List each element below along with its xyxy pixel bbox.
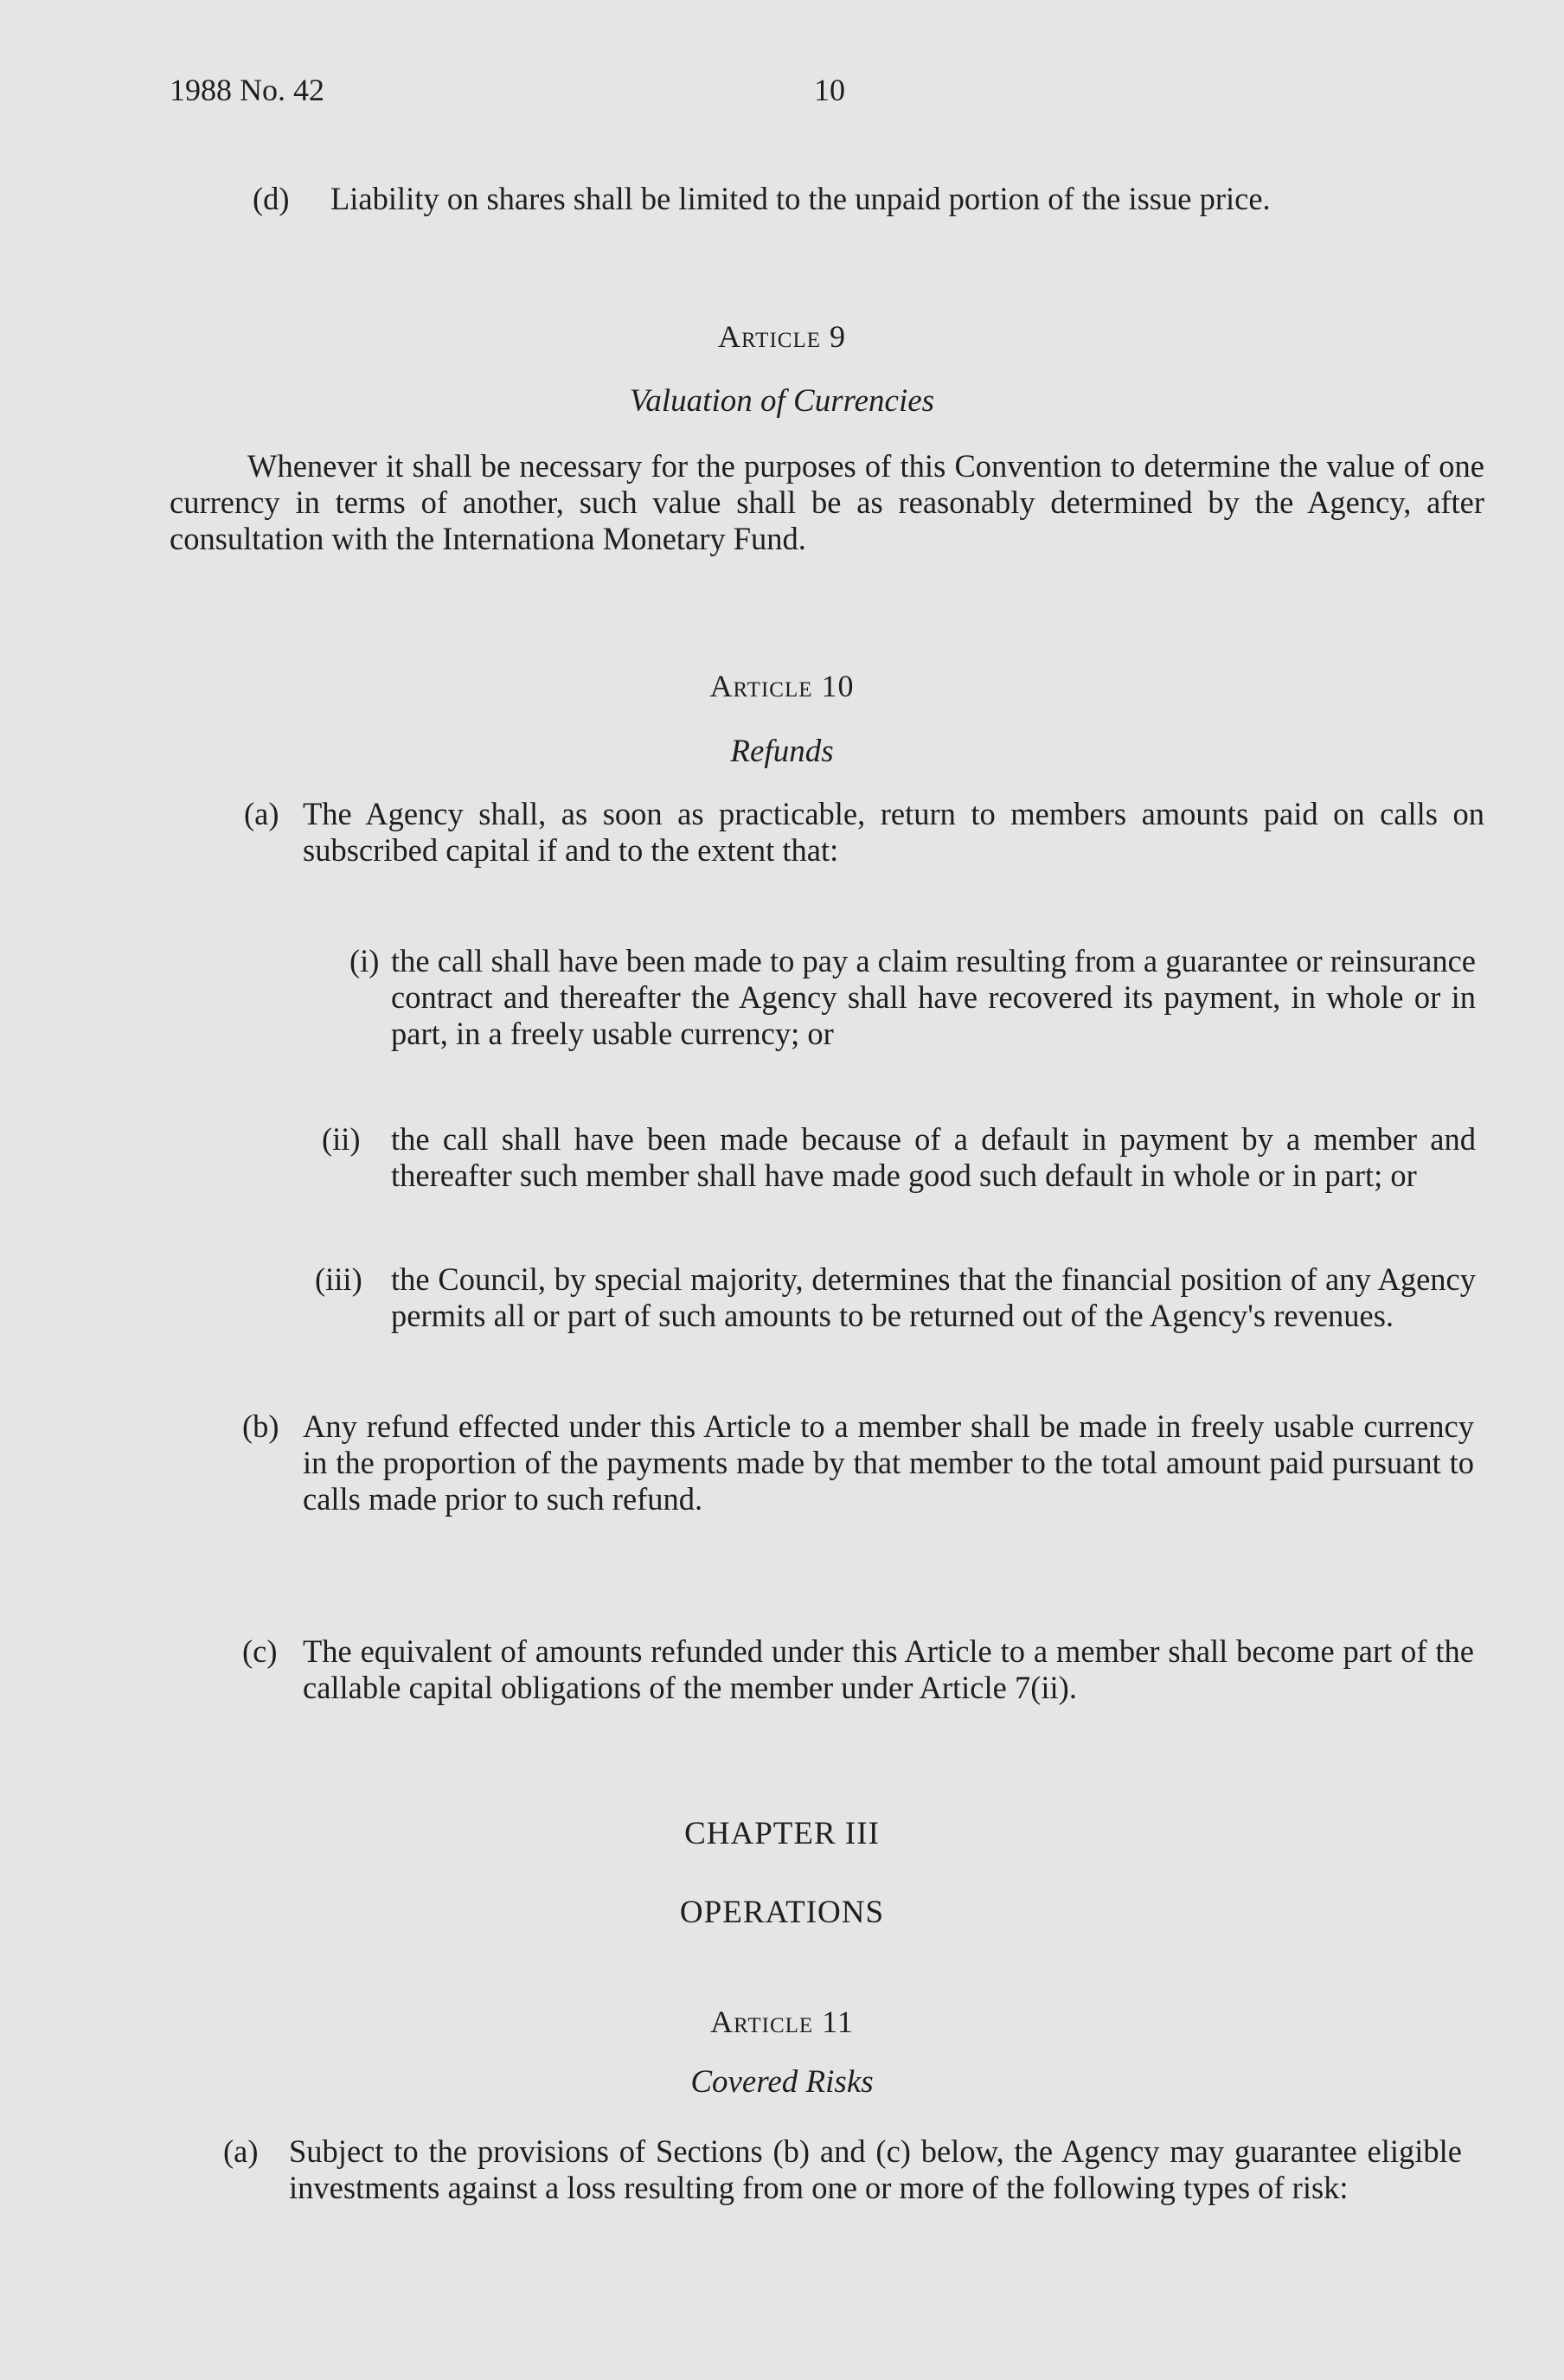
document-year-number: 1988 No. 42 — [170, 73, 324, 107]
item-text: The Agency shall, as soon as practicable, return to members amounts paid on calls on subscribed capital if and to the extent that: — [303, 796, 1484, 868]
item-text: The equivalent of amounts refunded under this Article to a member shall become part of the callable capital obligations of the member under Article 7(ii). — [303, 1633, 1474, 1705]
chapter-3-title: OPERATIONS — [679, 1895, 885, 1930]
article-9-heading: Article 9 — [718, 319, 846, 354]
article11-item-a — [223, 2133, 1462, 2206]
article-10-title: Refunds — [730, 734, 834, 769]
article10-item-a — [244, 796, 1484, 869]
article10-item-b — [242, 1408, 1474, 1517]
item-marker: (c) — [242, 1633, 278, 1669]
item-text: Subject to the provisions of Sections (b) and (c) below, the Agency may guarantee eligible investments against a loss resulting from one or more of the following types of risk: — [289, 2133, 1462, 2205]
article-11-title: Covered Risks — [690, 2064, 874, 2100]
item-marker: (a) — [223, 2133, 259, 2169]
article10-sub-iii — [315, 1261, 1476, 1334]
item-marker: (a) — [244, 796, 279, 831]
page-number: 10 — [814, 73, 845, 107]
item-text: Any refund effected under this Article to a member shall be made in freely usable currency in the proportion of the payments made by that member to the total amount paid pursuant to calls made prior to such refund. — [303, 1408, 1474, 1517]
article8-item-d — [253, 181, 1484, 217]
article10-item-c — [242, 1633, 1474, 1706]
chapter-3-heading: CHAPTER III — [684, 1816, 880, 1851]
item-text: the call shall have been made to pay a claim resulting from a guarantee or reinsurance contract and thereafter the Agency shall have recovered its payment, in whole or in part, in a freely usable currency; or — [391, 943, 1476, 1051]
item-text: Liability on shares shall be limited to the unpaid portion of the issue price. — [330, 181, 1271, 216]
article10-sub-i — [336, 943, 1476, 1052]
item-marker: (d) — [253, 181, 290, 216]
item-text: the Council, by special majority, determines that the financial position of any Agency permits all or part of such amounts to be returned out of the Agency's revenues. — [391, 1261, 1476, 1333]
item-marker: (b) — [242, 1408, 279, 1444]
article-10-heading: Article 10 — [709, 669, 855, 703]
paragraph-text: Whenever it shall be necessary for the purposes of this Convention to determine the value of one currency in terms of another, such value shall be as reasonably determined by the Agency, after consultation with the Internationa Monetary Fund. — [170, 448, 1484, 556]
item-text: the call shall have been made because of a default in payment by a member and thereafter such member shall have made good such default in whole or in part; or — [391, 1121, 1476, 1193]
article10-sub-ii — [322, 1121, 1476, 1194]
article-11-heading: Article 11 — [710, 2005, 854, 2039]
item-marker: (i) — [349, 943, 380, 978]
article9-paragraph — [170, 448, 1484, 557]
item-marker: (ii) — [322, 1121, 361, 1157]
article-9-title: Valuation of Currencies — [629, 383, 935, 419]
item-marker: (iii) — [315, 1261, 362, 1297]
